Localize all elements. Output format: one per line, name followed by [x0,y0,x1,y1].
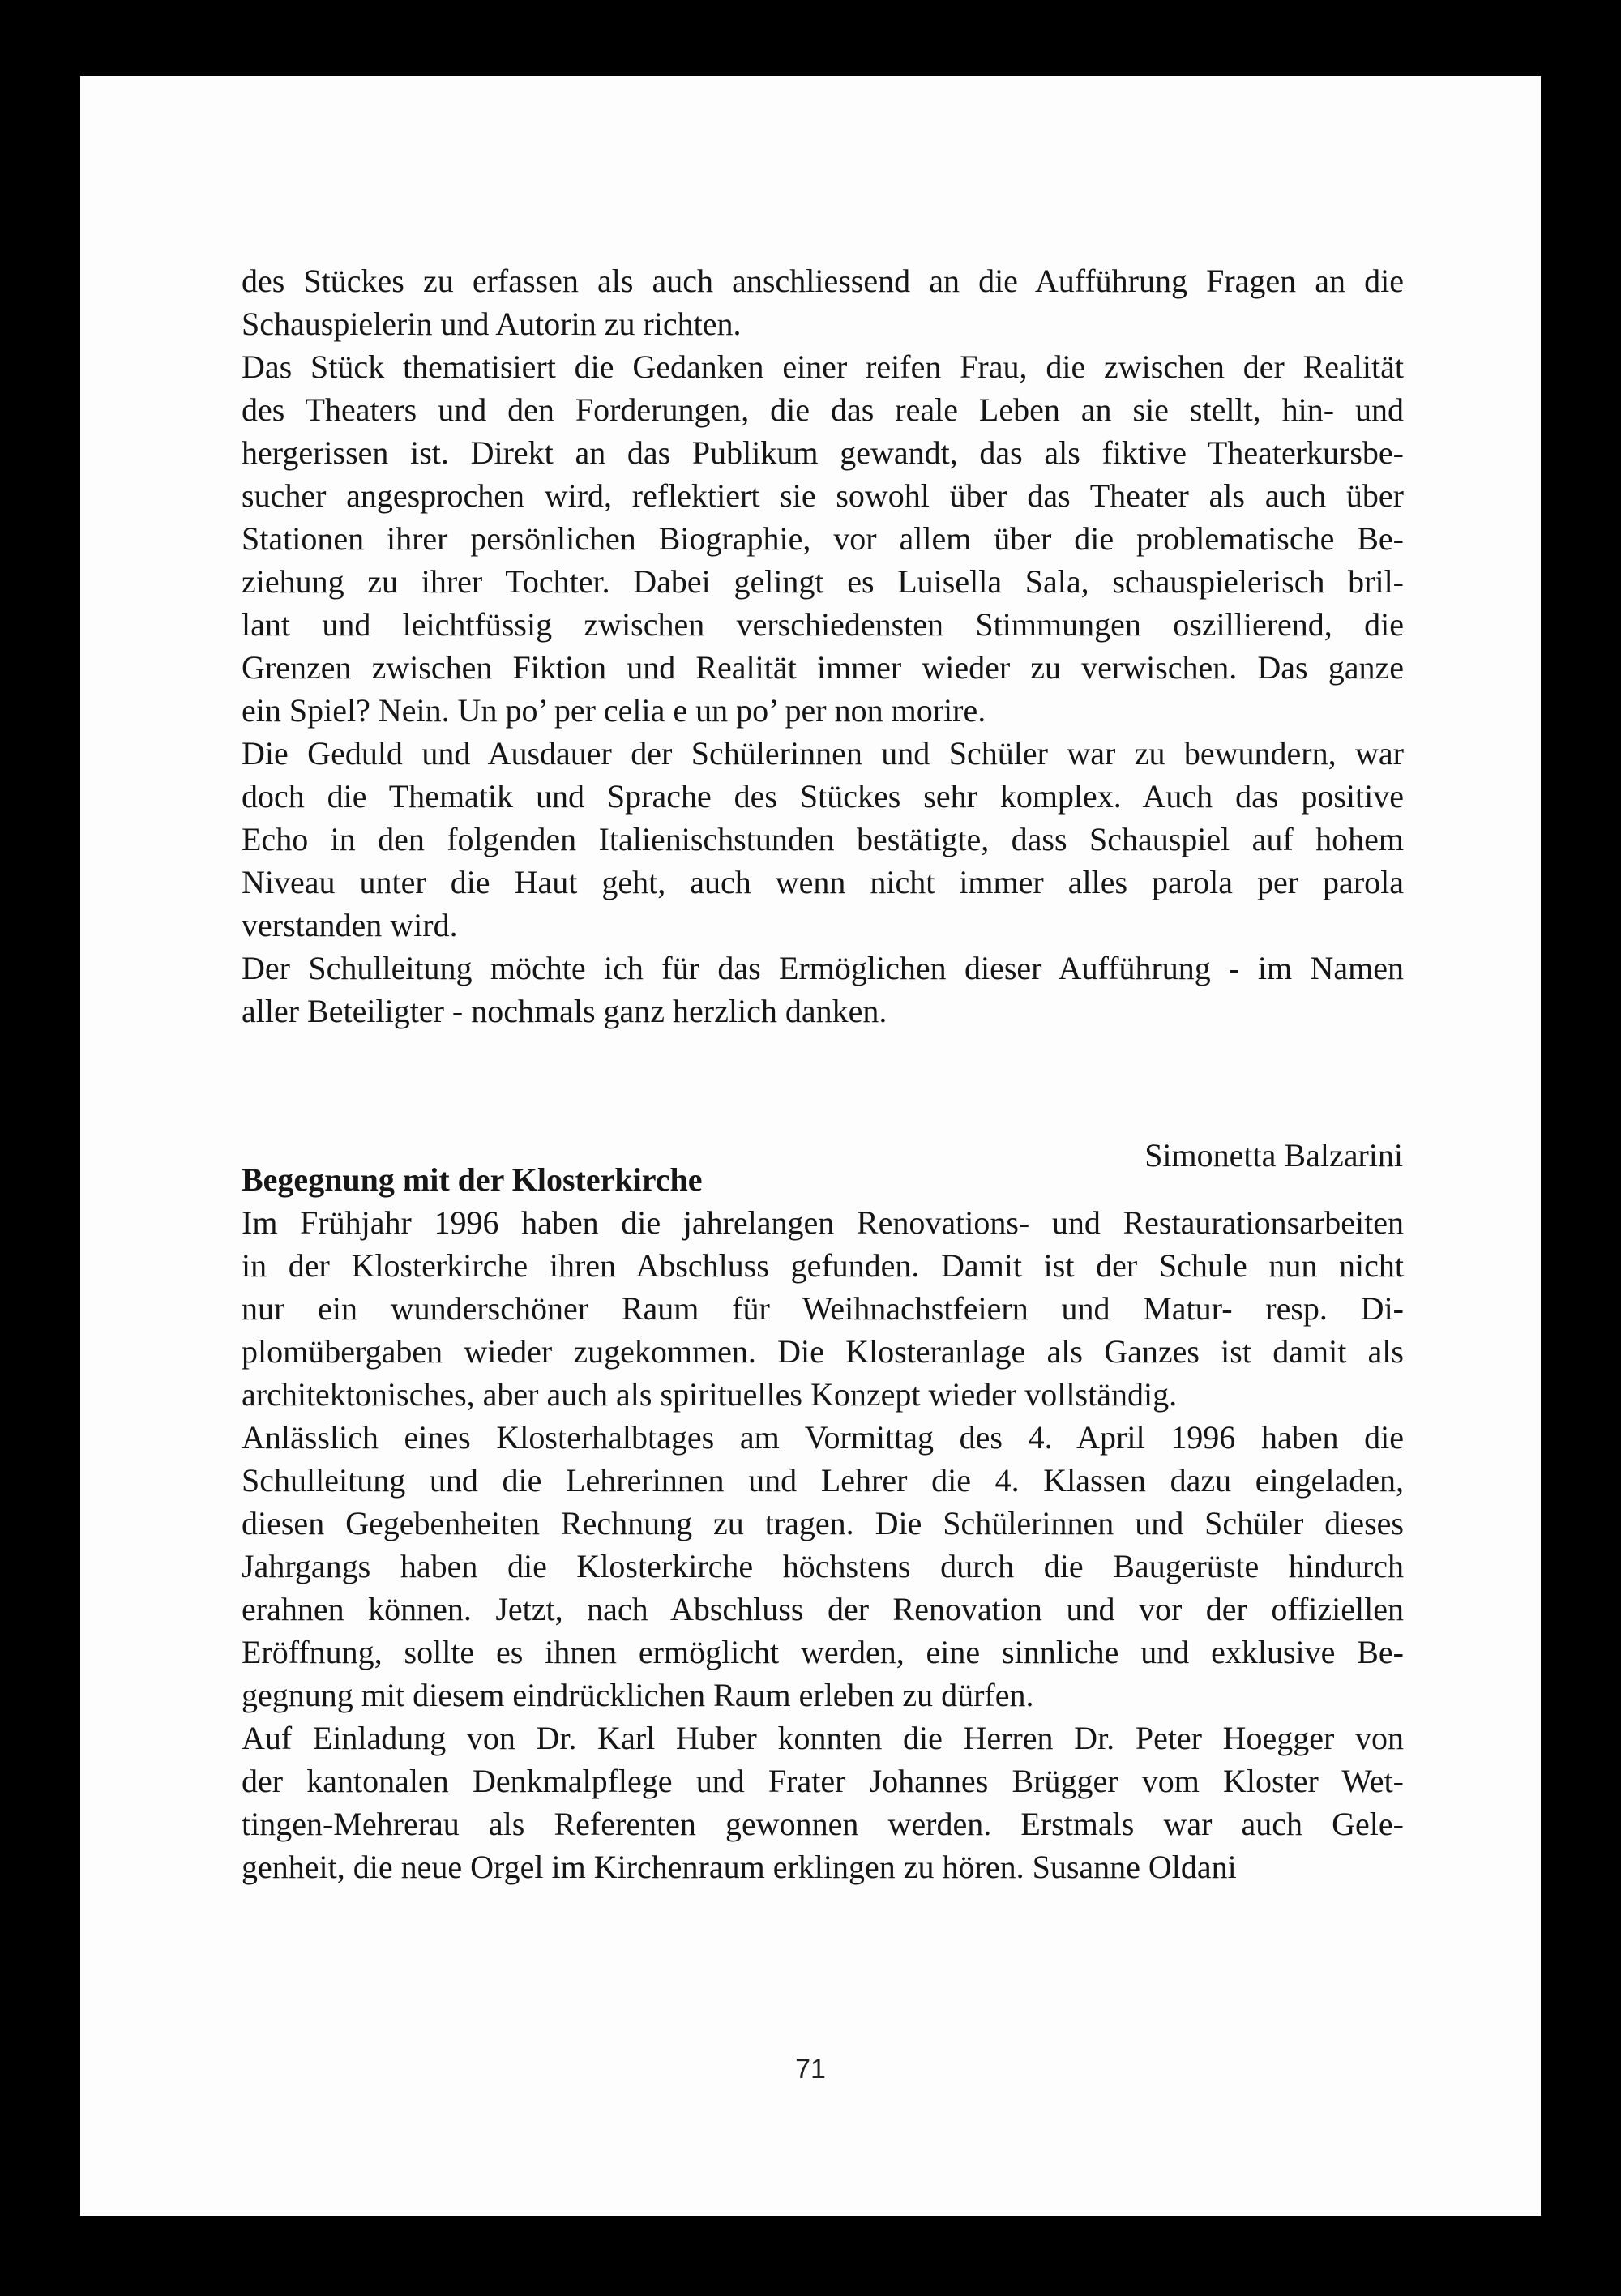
signature-author: Simonetta Balzarini [1144,1137,1403,1174]
text-line: doch die Thematik und Sprache des Stückes sehr komplex. Auch das positive [242,778,1404,815]
text-line: Auf Einladung von Dr. Karl Huber konnten die Herren Dr. Peter Hoegger von [242,1720,1404,1756]
text-line: Eröffnung, sollte es ihnen ermöglicht werden, eine sinnliche und exklusive Be- [242,1634,1404,1670]
page-number: 71 [795,2054,826,2084]
text-line: der kantonalen Denkmalpflege und Frater Johannes Brügger vom Kloster Wet- [242,1763,1404,1799]
text-line: Im Frühjahr 1996 haben die jahrelangen Renovations- und Restaurationsarbeiten [242,1204,1404,1241]
text-line: Grenzen zwischen Fiktion und Realität immer wieder zu verwischen. Das ganze [242,649,1404,686]
text-line: erahnen können. Jetzt, nach Abschluss der Renovation und vor der offiziellen [242,1591,1404,1627]
section-theater-text [242,259,1404,1033]
text-line: genheit, die neue Orgel im Kirchenraum erklingen zu hören. Susanne Oldani [242,1849,1237,1885]
text-line: Schulleitung und die Lehrerinnen und Lehrer die 4. Klassen dazu eingeladen, [242,1462,1404,1499]
text-line: des Theaters und den Forderungen, die das reale Leben an sie stellt, hin- und [242,391,1404,428]
text-line: Echo in den folgenden Italienischstunden bestätigte, dass Schauspiel auf hohem [242,821,1404,857]
text-line: Schauspielerin und Autorin zu richten. [242,306,742,342]
text-line: Die Geduld und Ausdauer der Schülerinnen und Schüler war zu bewundern, war [242,735,1404,772]
text-line: Anlässlich eines Klosterhalbtages am Vormittag des 4. April 1996 haben die [242,1419,1404,1456]
text-line: tingen-Mehrerau als Referenten gewonnen werden. Erstmals war auch Gele- [242,1806,1404,1842]
text-line: des Stückes zu erfassen als auch anschliessend an die Aufführung Fragen an die [242,263,1404,299]
text-line: lant und leichtfüssig zwischen verschiedensten Stimmungen oszillierend, die [242,606,1404,643]
text-line: gegnung mit diesem eindrücklichen Raum erleben zu dürfen. [242,1677,1034,1713]
text-line: Jahrgangs haben die Klosterkirche höchstens durch die Baugerüste hindurch [242,1548,1404,1584]
text-line: Stationen ihrer persönlichen Biographie, vor allem über die problematische Be- [242,520,1404,557]
text-line: aller Beteiligter - nochmals ganz herzlich danken. [242,993,887,1029]
text-line: diesen Gegebenheiten Rechnung zu tragen. Die Schülerinnen und Schüler dieses [242,1505,1404,1541]
text-line: nur ein wunderschöner Raum für Weihnachstfeiern und Matur- resp. Di- [242,1290,1404,1327]
text-line: hergerissen ist. Direkt an das Publikum gewandt, das als fiktive Theaterkursbe- [242,434,1404,471]
text-line: ziehung zu ihrer Tochter. Dabei gelingt es Luisella Sala, schauspielerisch bril- [242,563,1404,600]
text-line: Das Stück thematisiert die Gedanken einer reifen Frau, die zwischen der Realität [242,348,1404,385]
text-line: in der Klosterkirche ihren Abschluss gefunden. Damit ist der Schule nun nicht [242,1247,1404,1284]
text-line: ein Spiel? Nein. Un po’ per celia e un po’ per non morire. [242,692,986,729]
text-line: Der Schulleitung möchte ich für das Ermöglichen dieser Aufführung - im Namen [242,950,1404,986]
text-line: verstanden wird. [242,907,458,943]
section-heading: Begegnung mit der Klosterkirche [242,1161,703,1198]
text-line: plomübergaben wieder zugekommen. Die Klosteranlage als Ganzes ist damit als [242,1333,1404,1370]
document-page [80,76,1541,2216]
text-line: sucher angesprochen wird, reflektiert sie sowohl über das Theater als auch über [242,477,1404,514]
text-line: Niveau unter die Haut geht, auch wenn nicht immer alles parola per parola [242,864,1404,900]
text-line: architektonisches, aber auch als spirituelles Konzept wieder vollständig. [242,1376,1178,1413]
section-klosterkirche [242,1158,1404,1888]
